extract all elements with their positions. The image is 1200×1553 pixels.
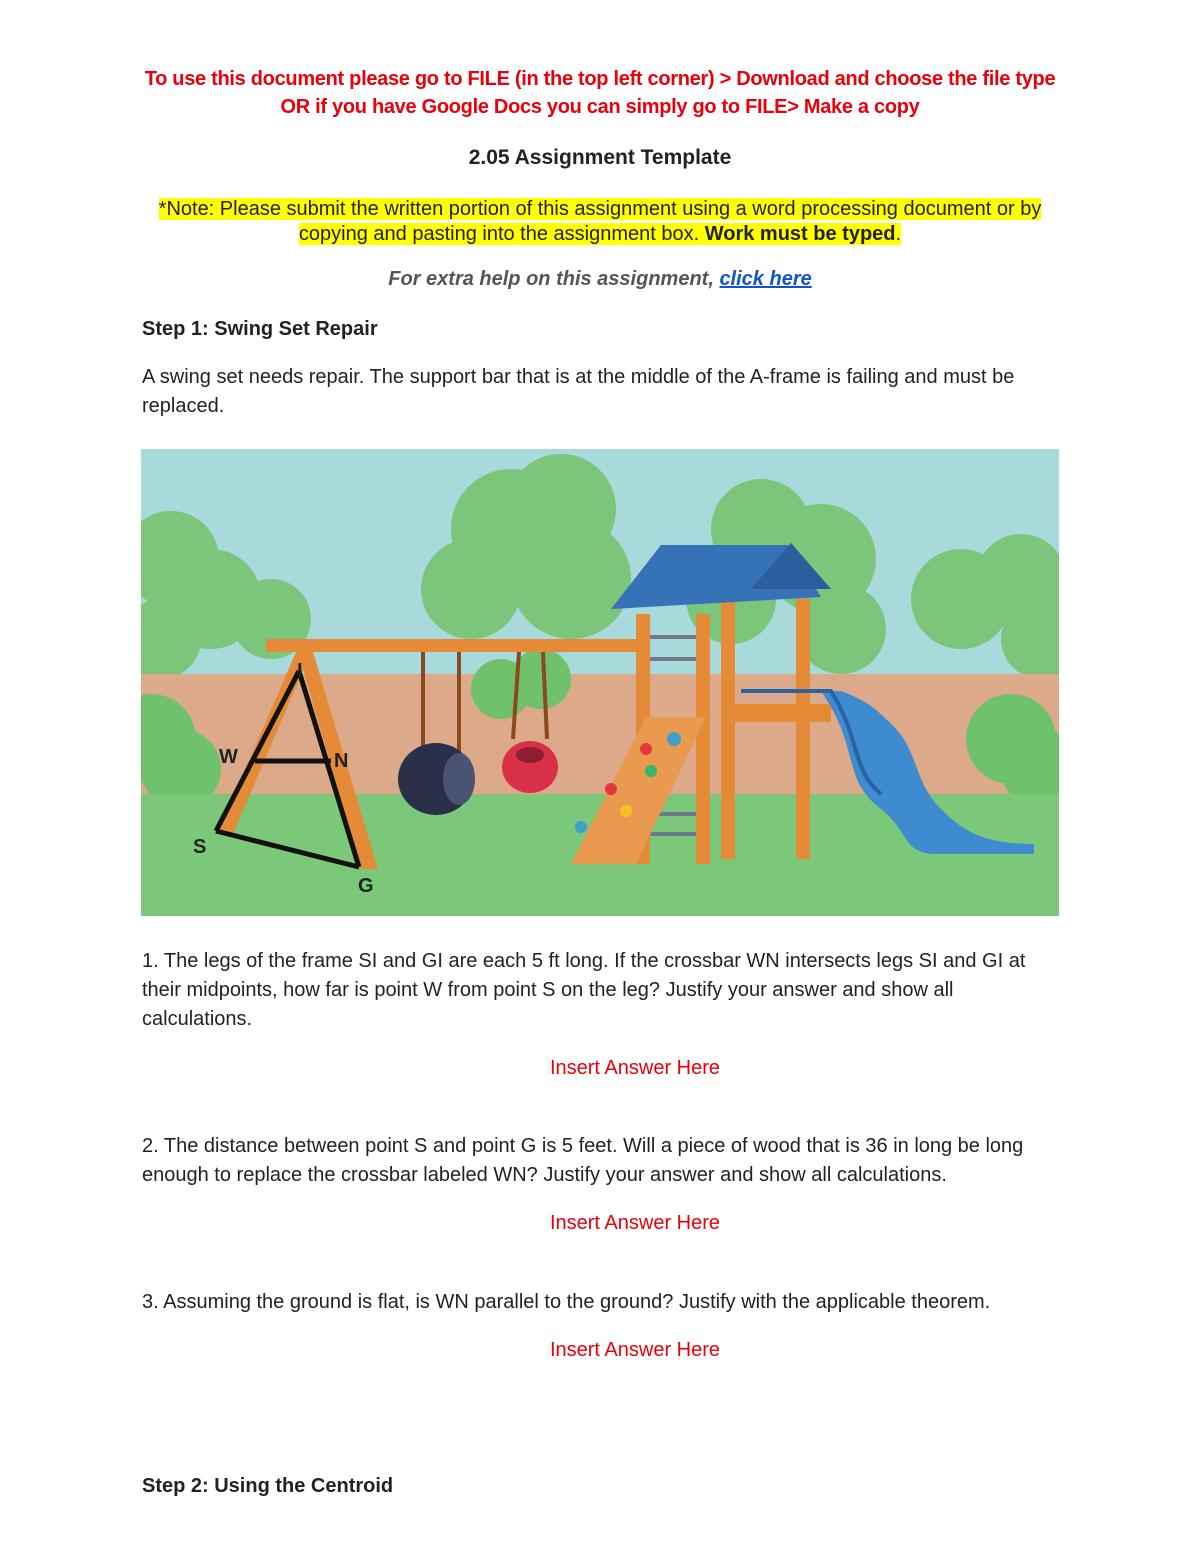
step2-heading: Step 2: Using the Centroid [142,1475,394,1497]
help-line [0,268,1200,291]
note-bold: Work must be typed [704,223,896,245]
playground-illustration [141,449,1059,916]
question-1-answer[interactable]: Insert Answer Here [549,1057,721,1079]
note-end: . [895,223,902,245]
help-link[interactable]: click here [719,268,812,290]
label-g: G [358,875,374,897]
note-text: *Note: Please submit the written portion of this assignment using a word processing document or by copying and pasting into the assignment box. [158,198,1042,245]
swing-top-bar [266,639,636,652]
page-title: 2.05 Assignment Template [468,146,732,169]
step1-intro: A swing set needs repair. The support bar that is at the middle of the A-frame is failing and must be replaced. [142,366,1015,417]
question-2-answer[interactable]: Insert Answer Here [549,1212,721,1234]
instruction-line-1: To use this document please go to FILE (in the top left corner) > Download and choose the file type [144,68,1056,90]
label-w: W [219,746,238,768]
question-1-text: 1. The legs of the frame SI and GI are each 5 ft long. If the crossbar WN intersects legs SI and GI at their midpoints, how far is point W from point S on the leg? Justify your answer and show all calculations. [142,950,1026,1030]
question-3-answer[interactable]: Insert Answer Here [549,1339,721,1361]
instruction-line-2: OR if you have Google Docs you can simply go to FILE> Make a copy [280,96,920,118]
label-n: N [334,750,349,772]
note-paragraph [142,197,1058,247]
step1-heading: Step 1: Swing Set Repair [142,318,378,340]
tower-platform [721,704,831,722]
label-s: S [193,836,207,858]
help-text: For extra help on this assignment, [388,268,720,290]
question-3-text: 3. Assuming the ground is flat, is WN parallel to the ground? Justify with the applicable theorem. [142,1291,991,1313]
label-i: I [297,660,303,682]
question-2-text: 2. The distance between point S and point G is 5 feet. Will a piece of wood that is 36 in long be long enough to replace the crossbar labeled WN? Justify your answer and show all calculations. [142,1135,1024,1186]
